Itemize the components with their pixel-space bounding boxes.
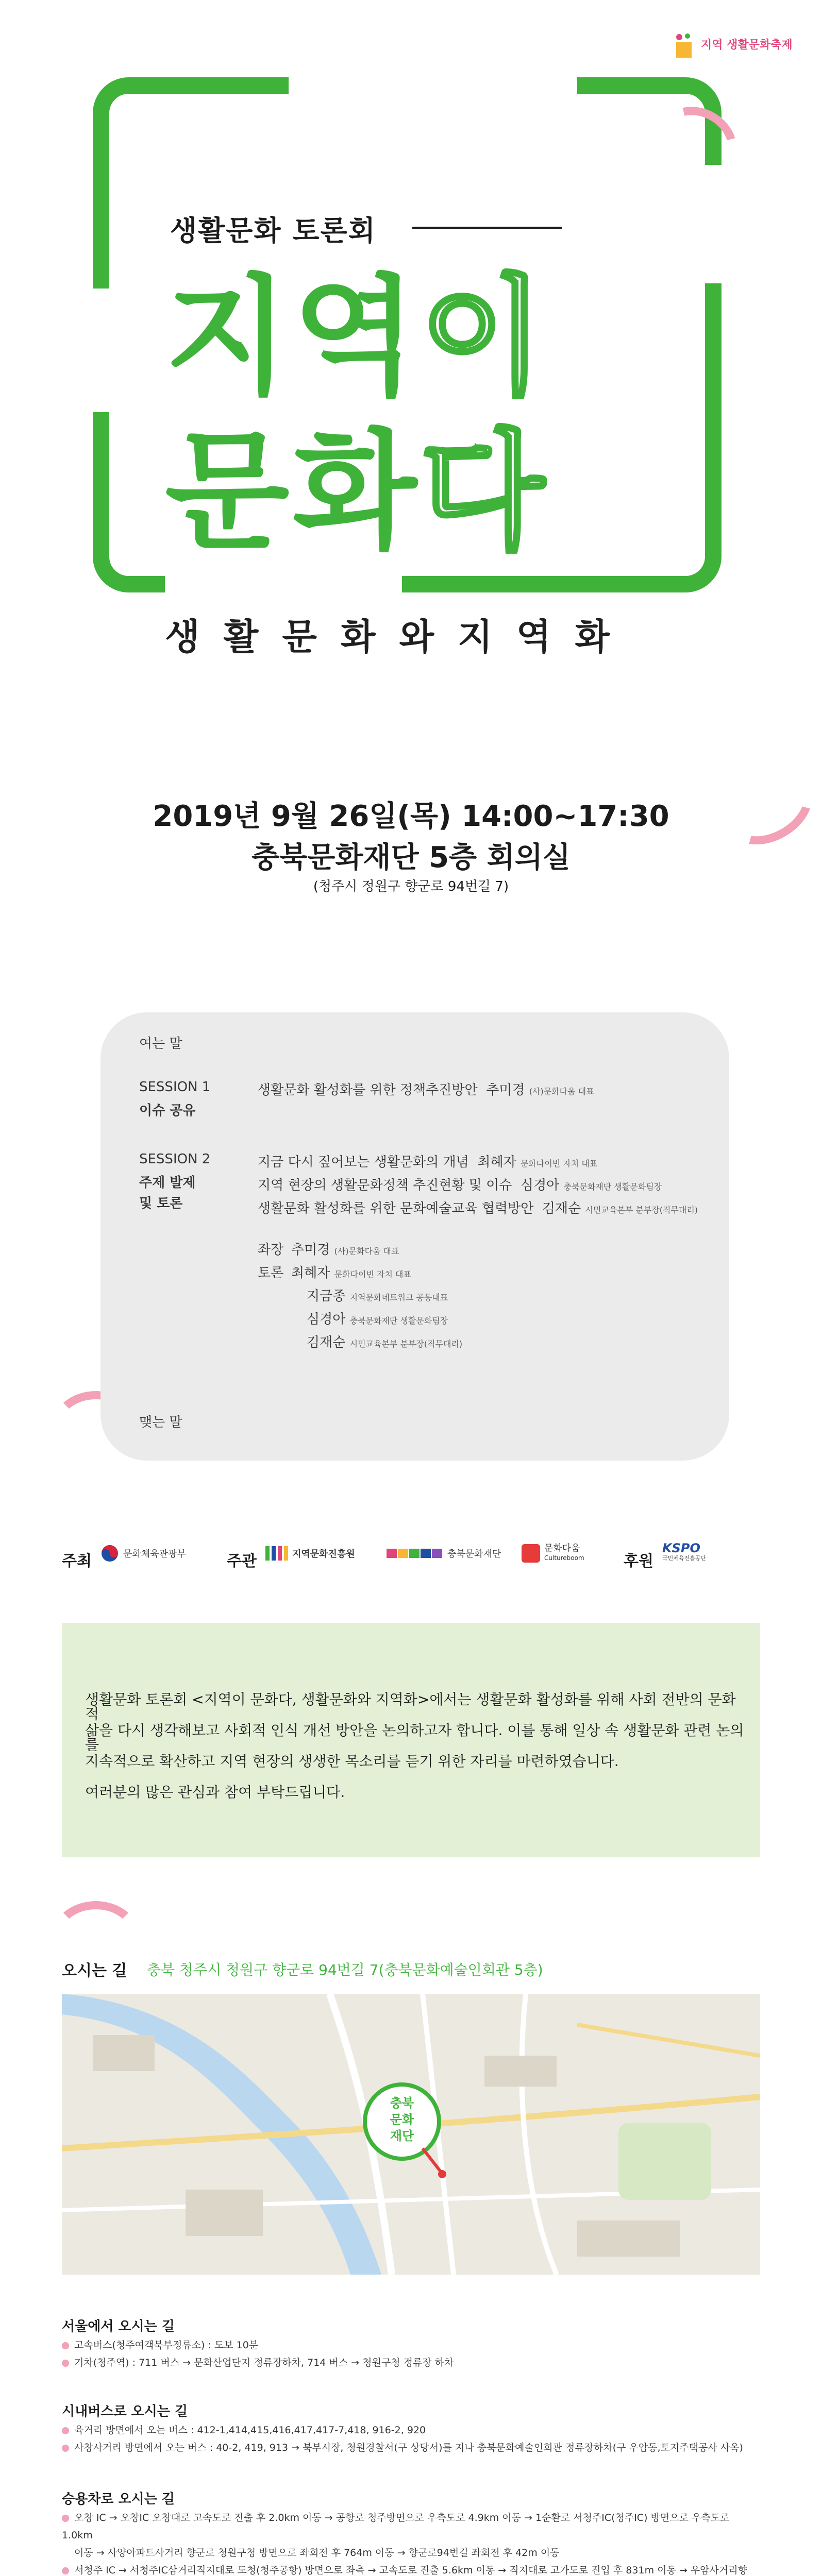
seoul-directions-list — [62, 2336, 760, 2371]
program-box — [100, 1012, 729, 1461]
session1-name: 이슈 공유 — [139, 1103, 196, 1118]
panelist-org: 시민교육본부 분부장(직무대리) — [349, 1339, 463, 1349]
chair-name: 추미경 — [291, 1242, 330, 1258]
topic-item — [258, 1151, 597, 1171]
city-bus-list — [62, 2421, 760, 2456]
session1-speaker-org: (사)문화다움 대표 — [529, 1087, 594, 1096]
organizer-logo-2 — [387, 1540, 501, 1566]
list-item-continued: 이동 → 사양아파트사거리 향군로 청원구청 방면으로 좌회전 후 764m 이동 → 향군로94번길 좌회전 후 42m 이동 — [74, 2547, 560, 2558]
panelist-org: 지역문화네트워크 공동대표 — [349, 1293, 448, 1302]
organizer-label: 주관 — [227, 1552, 257, 1570]
city-bus-title: 시내버스로 오시는 길 — [62, 2404, 188, 2419]
panelist — [307, 1332, 462, 1351]
org1-name: 지역문화진흥원 — [292, 1549, 355, 1560]
support-logo — [662, 1540, 706, 1566]
taegeuk-icon — [100, 1544, 119, 1563]
org3-text — [544, 1544, 584, 1563]
topic-speaker-org: 시민교육본부 분부장(직무대리) — [585, 1205, 698, 1215]
list-item — [62, 2354, 760, 2371]
session2-label: SESSION 2 — [139, 1151, 211, 1167]
directions-address: 충북 청주시 청원구 향군로 94번길 7(충북문화예술인회관 5층) — [147, 1961, 543, 1978]
topic-item — [258, 1198, 698, 1217]
bullet-icon — [62, 2567, 69, 2574]
org3-name: 문화다움 — [544, 1543, 580, 1554]
location-map[interactable] — [62, 1994, 760, 2275]
panel-label: 토론 — [258, 1265, 284, 1281]
session2-name: 및 토론 — [139, 1196, 183, 1211]
session1-label: SESSION 1 — [139, 1079, 211, 1095]
support-label: 후원 — [624, 1552, 653, 1570]
grid-logo-icon — [265, 1544, 288, 1563]
title-outline-1: 이 — [420, 262, 548, 412]
frame-gap — [289, 67, 577, 98]
panelist-name: 지금종 — [307, 1289, 346, 1304]
bullet-icon — [62, 2427, 69, 2434]
chair-label: 좌장 — [258, 1242, 284, 1258]
panelist — [291, 1262, 411, 1281]
org2-name: 충북문화재단 — [447, 1549, 501, 1560]
organizer-logo-3 — [521, 1540, 584, 1566]
chair-entry — [291, 1239, 399, 1258]
list-item-text: 사창사거리 방면에서 오는 버스 : 40-2, 419, 913 → 북부시장, 청원경찰서(구 상당서)를 지나 충북문화예술인회관 정류장하차(구 우암동,토지주택공사 사옥) — [74, 2442, 743, 2453]
panelist-name: 김재순 — [307, 1335, 346, 1350]
intro-box — [62, 1623, 760, 1857]
kspo-text — [662, 1543, 706, 1564]
panelist — [307, 1285, 448, 1304]
list-item-text: 기차(청주역) : 711 버스 → 문화산업단지 정류장하차, 714 버스 → 청원구청 정류장 하차 — [74, 2357, 454, 2368]
topic-title: 생활문화 활성화를 위한 문화예술교육 협력방안 — [258, 1201, 534, 1216]
host-logo — [100, 1540, 186, 1566]
topic-speaker: 심경아 — [520, 1178, 560, 1193]
host-label: 주최 — [62, 1552, 92, 1570]
topic-speaker-org: 문화다이빈 자치 대표 — [520, 1159, 598, 1168]
logo-text: 지역 생활문화축제 — [701, 39, 793, 52]
frame-gap — [165, 572, 402, 603]
session1-topic — [258, 1079, 594, 1098]
car-directions-list — [62, 2509, 760, 2576]
festival-logo — [670, 21, 799, 67]
list-item-text: 오창 IC → 오창IC 오창대로 고속도로 진출 후 2.0km 이동 → 공항로 청주방면으로 우측도로 4.9km 이동 → 1순환로 서청주IC(청주IC) 방면으로 우측도로 1.0km — [62, 2512, 730, 2541]
stripe-logo-icon — [387, 1546, 443, 1561]
bullet-icon — [62, 2360, 69, 2367]
topic-speaker: 최혜자 — [477, 1155, 516, 1170]
bullet-icon — [62, 2515, 69, 2522]
list-item-text: 서청주 IC → 서청주IC삼거리직지대로 도청(청주공항) 방면으로 좌측 → 고속도로 진출 5.6km 이동 → 직지대로 고가도로 진입 후 831m 이동 → 우암사거리향 — [74, 2565, 747, 2576]
session1-speaker: 추미경 — [486, 1082, 525, 1098]
event-subtitle: 생활문화 토론회 — [170, 214, 376, 247]
chair-org: (사)문화다움 대표 — [334, 1246, 399, 1256]
panelist-org: 충북문화재단 생활문화팀장 — [349, 1316, 448, 1326]
kspo-name: KSPO — [662, 1541, 700, 1555]
bullet-icon — [62, 2445, 69, 2452]
car-directions-title: 승용차로 오시는 길 — [62, 2492, 175, 2507]
title-solid-2: 문화 — [165, 417, 420, 567]
panelist-name: 심경아 — [307, 1312, 346, 1327]
closing-remarks: 맺는 말 — [139, 1415, 182, 1430]
list-item — [62, 2421, 760, 2439]
event-place: 충북문화재단 5층 회의실 — [251, 841, 571, 874]
event-date: 2019년 9월 26일(목) 14:00~17:30 — [153, 800, 669, 833]
title-outline-2: 다 — [420, 417, 548, 567]
session2-name: 주제 발제 — [139, 1175, 196, 1191]
organizer-logo-1 — [265, 1540, 355, 1566]
list-item — [62, 2336, 760, 2354]
list-item-text: 육거리 방면에서 오는 버스 : 412-1,414,415,416,417,417-7,418, 916-2, 920 — [74, 2425, 426, 2436]
intro-line: 지속적으로 확산하고 지역 현장의 생생한 목소리를 듣기 위한 자리를 마련하였습니다. — [85, 1753, 619, 1770]
frame-gap — [72, 289, 113, 412]
host-name: 문화체육관광부 — [123, 1549, 186, 1560]
frame-gap — [701, 165, 742, 283]
panelist — [307, 1309, 448, 1328]
topic-title: 지역 현장의 생활문화정책 추진현황 및 이슈 — [258, 1178, 512, 1193]
list-item — [62, 2562, 760, 2576]
title-row-2 — [165, 417, 548, 567]
title-solid-1: 지역 — [165, 262, 420, 412]
topic-speaker: 김재순 — [542, 1201, 581, 1216]
intro-line: 여러분의 많은 관심과 참여 부탁드립니다. — [85, 1784, 345, 1801]
intro-line: 생활문화 토론회 <지역이 문화다, 생활문화와 지역화>에서는 생활문화 활성화를 위해 사회 전반의 문화적 — [85, 1691, 736, 1722]
directions-title: 오시는 길 — [62, 1962, 127, 1980]
topic-item — [258, 1175, 662, 1194]
cultureboom-icon — [521, 1543, 541, 1564]
subtitle-rule — [412, 227, 562, 229]
list-item-text: 고속버스(청주여객북부정류소) : 도보 10분 — [74, 2340, 259, 2351]
kspo-sub: 국민체육진흥공단 — [662, 1555, 707, 1562]
opening-remarks: 여는 말 — [139, 1036, 182, 1052]
map-marker-label: 충북 문화 재단 — [390, 2096, 414, 2143]
intro-line: 삶을 다시 생각해보고 사회적 인식 개선 방안을 논의하고자 합니다. 이를 통해 일상 속 생활문화 관련 논의를 — [85, 1722, 744, 1753]
topic-title: 지금 다시 짚어보는 생활문화의 개념 — [258, 1155, 469, 1170]
org3-sub: Cultureboom — [544, 1554, 584, 1562]
event-address: (청주시 정원구 향군로 94번길 7) — [313, 879, 509, 894]
title-row-1 — [165, 262, 548, 412]
list-item — [62, 2439, 760, 2456]
logo-icon — [670, 31, 701, 62]
session1-topic-title: 생활문화 활성화를 위한 정책추진방안 — [258, 1082, 478, 1098]
tagline: 생활문화와지역화 — [165, 616, 633, 658]
bullet-icon — [62, 2342, 69, 2349]
seoul-directions-title: 서울에서 오시는 길 — [62, 2319, 175, 2334]
list-item — [62, 2509, 760, 2544]
panelist-name: 최혜자 — [291, 1265, 330, 1281]
panelist-org: 문화다이빈 자치 대표 — [334, 1269, 411, 1279]
topic-speaker-org: 충북문화재단 생활문화팀장 — [563, 1182, 662, 1192]
